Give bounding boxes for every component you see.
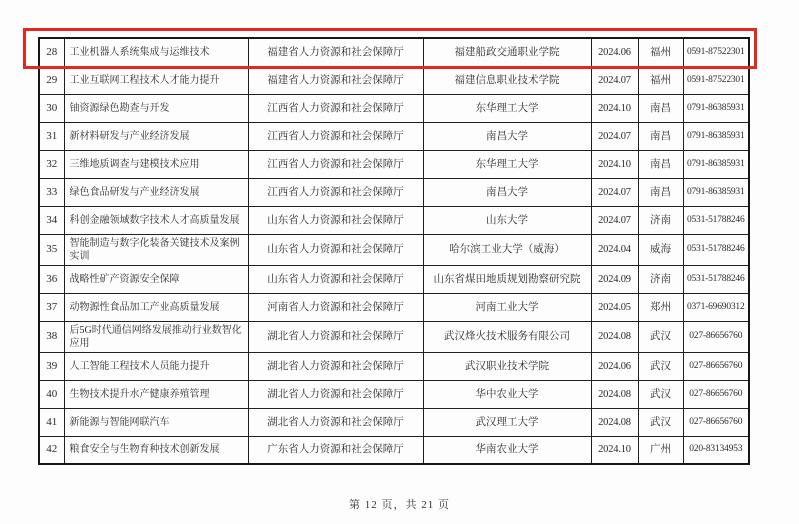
- city: 广州: [638, 436, 683, 464]
- training-programs-table: [38, 37, 750, 465]
- recommending-department: 山东省人力资源和社会保障厅: [248, 265, 423, 293]
- row-number: 31: [39, 122, 64, 150]
- recommending-department: 江西省人力资源和社会保障厅: [248, 122, 423, 150]
- undertaking-organization: 华南农业大学: [423, 436, 591, 464]
- city: 武汉: [638, 321, 683, 352]
- table-row: [39, 66, 749, 94]
- undertaking-organization: 武汉烽火技术服务有限公司: [423, 321, 591, 352]
- contact-phone: 027-86656760: [683, 321, 749, 352]
- table-row: [39, 234, 749, 265]
- table-row: [39, 321, 749, 352]
- city: 武汉: [638, 352, 683, 380]
- city: 武汉: [638, 380, 683, 408]
- undertaking-organization: 东华理工大学: [423, 150, 591, 178]
- program-title: 工业机器人系统集成与运维技术: [64, 38, 248, 66]
- table-row: [39, 94, 749, 122]
- session-date: 2024.10: [591, 150, 638, 178]
- contact-phone: 0791-86385931: [683, 94, 749, 122]
- city: 福州: [638, 38, 683, 66]
- recommending-department: 山东省人力资源和社会保障厅: [248, 206, 423, 234]
- recommending-department: 湖北省人力资源和社会保障厅: [248, 352, 423, 380]
- table-row: [39, 408, 749, 436]
- row-number: 35: [39, 234, 64, 265]
- program-title: 科创金融领域数字技术人才高质量发展: [64, 206, 248, 234]
- session-date: 2024.07: [591, 206, 638, 234]
- session-date: 2024.07: [591, 66, 638, 94]
- city: 济南: [638, 206, 683, 234]
- program-title: 生物技术提升水产健康养殖管理: [64, 380, 248, 408]
- table-row: [39, 38, 749, 66]
- row-number: 34: [39, 206, 64, 234]
- city: 南昌: [638, 94, 683, 122]
- recommending-department: 湖北省人力资源和社会保障厅: [248, 408, 423, 436]
- undertaking-organization: 武汉职业技术学院: [423, 352, 591, 380]
- row-number: 33: [39, 178, 64, 206]
- undertaking-organization: 山东省煤田地质规划勘察研究院: [423, 265, 591, 293]
- city: 南昌: [638, 178, 683, 206]
- table-row: [39, 436, 749, 464]
- undertaking-organization: 福建信息职业技术学院: [423, 66, 591, 94]
- program-title: 动物源性食品加工产业高质量发展: [64, 293, 248, 321]
- session-date: 2024.06: [591, 352, 638, 380]
- session-date: 2024.07: [591, 178, 638, 206]
- session-date: 2024.10: [591, 94, 638, 122]
- table-row: [39, 178, 749, 206]
- session-date: 2024.04: [591, 234, 638, 265]
- program-title: 人工智能工程技术人员能力提升: [64, 352, 248, 380]
- row-number: 32: [39, 150, 64, 178]
- table-row: [39, 352, 749, 380]
- session-date: 2024.08: [591, 380, 638, 408]
- session-date: 2024.08: [591, 321, 638, 352]
- recommending-department: 湖北省人力资源和社会保障厅: [248, 321, 423, 352]
- session-date: 2024.08: [591, 408, 638, 436]
- program-title: 工业互联网工程技术人才能力提升: [64, 66, 248, 94]
- row-number: 39: [39, 352, 64, 380]
- contact-phone: 0791-86385931: [683, 178, 749, 206]
- table-row: [39, 122, 749, 150]
- contact-phone: 0531-51788246: [683, 265, 749, 293]
- contact-phone: 027-86656760: [683, 352, 749, 380]
- program-title: 粮食安全与生物育种技术创新发展: [64, 436, 248, 464]
- page-indicator: 第 12 页，共 21 页: [349, 499, 450, 511]
- program-title: 新能源与智能网联汽车: [64, 408, 248, 436]
- row-number: 40: [39, 380, 64, 408]
- undertaking-organization: 东华理工大学: [423, 94, 591, 122]
- undertaking-organization: 华中农业大学: [423, 380, 591, 408]
- table-row: [39, 265, 749, 293]
- session-date: 2024.06: [591, 38, 638, 66]
- undertaking-organization: 南昌大学: [423, 122, 591, 150]
- recommending-department: 山东省人力资源和社会保障厅: [248, 234, 423, 265]
- contact-phone: 0531-51788246: [683, 234, 749, 265]
- recommending-department: 江西省人力资源和社会保障厅: [248, 150, 423, 178]
- city: 武汉: [638, 408, 683, 436]
- contact-phone: 0791-86385931: [683, 150, 749, 178]
- undertaking-organization: 哈尔滨工业大学（威海）: [423, 234, 591, 265]
- contact-phone: 0791-86385931: [683, 122, 749, 150]
- recommending-department: 河南省人力资源和社会保障厅: [248, 293, 423, 321]
- undertaking-organization: 河南工业大学: [423, 293, 591, 321]
- contact-phone: 0591-87522301: [683, 66, 749, 94]
- recommending-department: 湖北省人力资源和社会保障厅: [248, 380, 423, 408]
- program-title: 绿色食品研发与产业经济发展: [64, 178, 248, 206]
- row-number: 29: [39, 66, 64, 94]
- city: 济南: [638, 265, 683, 293]
- program-title: 智能制造与数字化装备关键技术及案例实训: [64, 234, 248, 265]
- program-title: 后5G时代通信网络发展推动行业数智化应用: [64, 321, 248, 352]
- table-row: [39, 150, 749, 178]
- contact-phone: 027-86656760: [683, 408, 749, 436]
- contact-phone: 0531-51788246: [683, 206, 749, 234]
- city: 威海: [638, 234, 683, 265]
- session-date: 2024.09: [591, 265, 638, 293]
- undertaking-organization: 福建船政交通职业学院: [423, 38, 591, 66]
- row-number: 36: [39, 265, 64, 293]
- recommending-department: 福建省人力资源和社会保障厅: [248, 38, 423, 66]
- row-number: 30: [39, 94, 64, 122]
- table-row: [39, 293, 749, 321]
- session-date: 2024.10: [591, 436, 638, 464]
- recommending-department: 江西省人力资源和社会保障厅: [248, 178, 423, 206]
- undertaking-organization: 南昌大学: [423, 178, 591, 206]
- row-number: 37: [39, 293, 64, 321]
- city: 福州: [638, 66, 683, 94]
- session-date: 2024.05: [591, 293, 638, 321]
- recommending-department: 福建省人力资源和社会保障厅: [248, 66, 423, 94]
- table-row: [39, 380, 749, 408]
- city: 郑州: [638, 293, 683, 321]
- undertaking-organization: 武汉理工大学: [423, 408, 591, 436]
- row-number: 42: [39, 436, 64, 464]
- undertaking-organization: 山东大学: [423, 206, 591, 234]
- recommending-department: 江西省人力资源和社会保障厅: [248, 94, 423, 122]
- row-number: 41: [39, 408, 64, 436]
- contact-phone: 0371-69690312: [683, 293, 749, 321]
- city: 南昌: [638, 150, 683, 178]
- contact-phone: 020-83134953: [683, 436, 749, 464]
- program-title: 新材料研发与产业经济发展: [64, 122, 248, 150]
- contact-phone: 027-86656760: [683, 380, 749, 408]
- row-number: 28: [39, 38, 64, 66]
- city: 南昌: [638, 122, 683, 150]
- program-title: 战略性矿产资源安全保障: [64, 265, 248, 293]
- program-title: 三维地质调查与建模技术应用: [64, 150, 248, 178]
- recommending-department: 广东省人力资源和社会保障厅: [248, 436, 423, 464]
- table-row: [39, 206, 749, 234]
- program-title: 铀资源绿色勘查与开发: [64, 94, 248, 122]
- contact-phone: 0591-87522301: [683, 38, 749, 66]
- row-number: 38: [39, 321, 64, 352]
- session-date: 2024.07: [591, 122, 638, 150]
